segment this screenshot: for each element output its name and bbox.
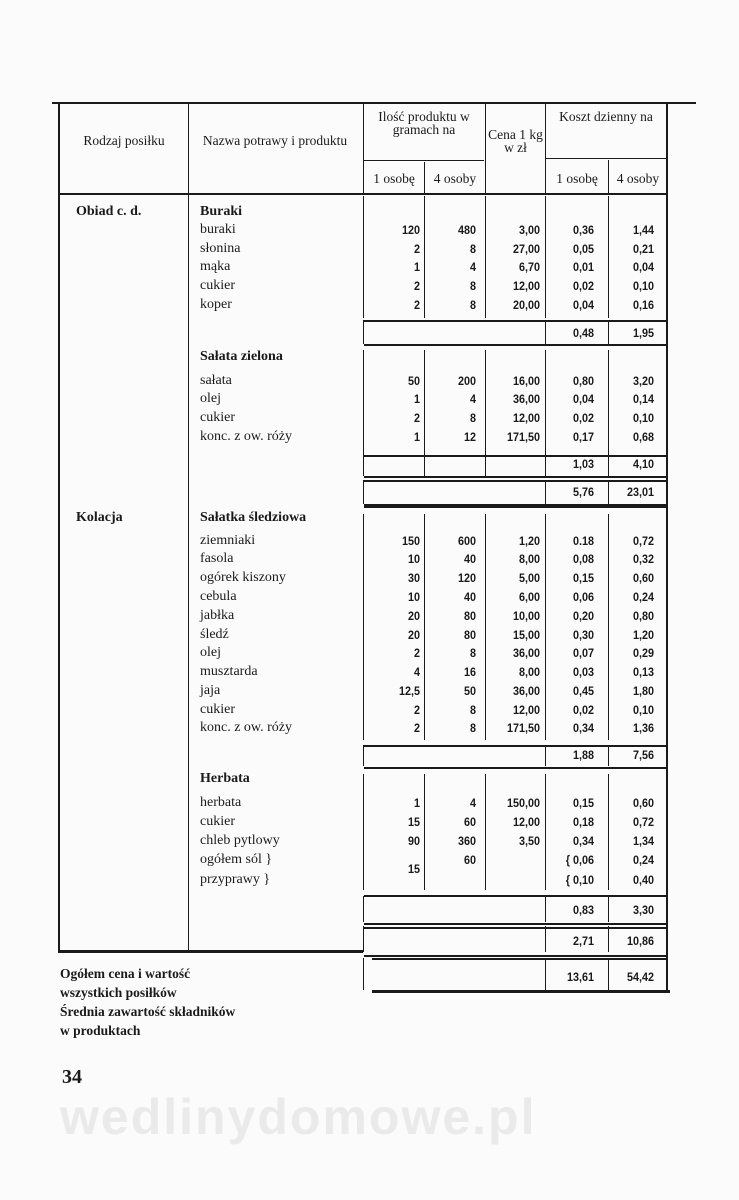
cell-k4: 7,56 xyxy=(632,748,654,762)
rule xyxy=(545,745,546,766)
cell-q4: 8 xyxy=(469,721,476,735)
cell-q1: 10 xyxy=(407,590,420,604)
cell-k4: 0,80 xyxy=(632,609,654,623)
cell-k1: 0,80 xyxy=(572,374,594,388)
cell-k4: 0,14 xyxy=(632,392,654,406)
cell-k1: 0,05 xyxy=(572,242,594,256)
cell-q1: 2 xyxy=(413,721,420,735)
product-name: cukier xyxy=(200,278,235,293)
cell-k1: 0,04 xyxy=(572,298,594,312)
cell-price: 10,00 xyxy=(512,609,540,623)
dish-name: Sałatka śledziowa xyxy=(200,510,307,525)
cell-q4: 80 xyxy=(463,628,476,642)
rule xyxy=(58,950,363,953)
rule xyxy=(364,927,666,929)
rule xyxy=(545,480,546,504)
product-name: konc. z ow. róży xyxy=(200,720,293,735)
cell-k1: 0,07 xyxy=(572,646,594,660)
cell-price: 150,00 xyxy=(506,796,540,810)
footer-line: Ogółem cena i wartość xyxy=(60,966,191,981)
cell-k4: 0,10 xyxy=(632,411,654,425)
cell-k4: 0,40 xyxy=(632,873,654,887)
cell-k1: 0,30 xyxy=(572,628,594,642)
dish-name: Buraki xyxy=(200,204,243,219)
watermark: wedlinydomowe.pl xyxy=(60,1089,537,1145)
rule xyxy=(545,958,546,990)
header-cost: Koszt dzienny na xyxy=(559,109,653,124)
cell-k1: 13,61 xyxy=(566,970,594,984)
rule xyxy=(363,514,364,740)
cell-q4: 360 xyxy=(457,834,476,848)
cell-q1: 10 xyxy=(407,552,420,566)
cell-q4: 8 xyxy=(469,242,476,256)
rule xyxy=(364,506,666,508)
cell-q4: 12 xyxy=(463,430,476,444)
rule xyxy=(363,196,364,318)
cell-k4: 54,42 xyxy=(626,970,654,984)
rule xyxy=(364,955,666,957)
cell-q1: 1 xyxy=(413,430,420,444)
cell-q1: 20 xyxy=(407,628,420,642)
cell-q1: 2 xyxy=(413,279,420,293)
header-cost-1: 1 osobę xyxy=(556,171,598,186)
rule xyxy=(363,774,364,890)
cell-k4: 1,80 xyxy=(632,684,654,698)
rule xyxy=(424,196,425,318)
cell-k4: 10,86 xyxy=(626,934,654,948)
cell-k1: 0,06 xyxy=(572,590,594,604)
product-name: cukier xyxy=(200,410,235,425)
cell-price: 6,70 xyxy=(518,260,540,274)
rule xyxy=(608,896,609,922)
cell-k1: 0,17 xyxy=(572,430,594,444)
cell-price: 1,20 xyxy=(518,534,540,548)
cell-q1: 30 xyxy=(407,571,420,585)
product-name: cebula xyxy=(200,589,237,604)
cell-k1: 1,88 xyxy=(572,748,594,762)
cell-k4: 0,68 xyxy=(632,430,654,444)
cell-q4: 40 xyxy=(463,590,476,604)
cell-k1: 0,18 xyxy=(572,815,594,829)
cell-k4: 1,34 xyxy=(632,834,654,848)
cell-q1: 1 xyxy=(413,392,420,406)
rule xyxy=(545,774,546,890)
cell-k1: 0,02 xyxy=(572,279,594,293)
rule xyxy=(608,958,609,990)
product-name: jaja xyxy=(200,683,221,698)
cell-q4: 600 xyxy=(457,534,476,548)
rule xyxy=(372,958,668,960)
cell-q4: 8 xyxy=(469,298,476,312)
product-name: słonina xyxy=(200,241,241,256)
cell-price: 8,00 xyxy=(518,552,540,566)
cell-q1: 2 xyxy=(413,411,420,425)
cell-k1: 0,36 xyxy=(572,223,594,237)
cell-k4: 0,32 xyxy=(632,552,654,566)
meal-type: Obiad c. d. xyxy=(76,204,142,219)
cell-q4: 8 xyxy=(469,703,476,717)
rule xyxy=(364,320,666,322)
cell-q4: 4 xyxy=(469,392,476,406)
cell-q4: 8 xyxy=(469,411,476,425)
rule xyxy=(485,350,486,476)
cell-k1: 0.18 xyxy=(572,534,594,548)
rule xyxy=(545,514,546,740)
cell-k1: 0,48 xyxy=(572,326,594,340)
cell-price: 36,00 xyxy=(512,646,540,660)
cell-k4: 0,60 xyxy=(632,796,654,810)
product-name: sałata xyxy=(200,373,232,388)
product-name: jabłka xyxy=(200,608,235,623)
rule xyxy=(364,455,666,457)
cell-k1: 5,76 xyxy=(572,485,594,499)
header-qty-4: 4 osoby xyxy=(433,171,477,186)
rule xyxy=(364,476,666,478)
cell-k1: 0,34 xyxy=(572,721,594,735)
cell-price: 27,00 xyxy=(512,242,540,256)
cell-k1: 0,02 xyxy=(572,411,594,425)
cell-q4: 50 xyxy=(463,684,476,698)
cell-k1: 0,45 xyxy=(572,684,594,698)
cell-price: 12,00 xyxy=(512,279,540,293)
rule xyxy=(363,958,364,990)
cell-price: 3,50 xyxy=(518,834,540,848)
rule xyxy=(608,774,609,890)
product-name: konc. z ow. róży xyxy=(200,429,293,444)
rule xyxy=(485,514,486,740)
cell-k4: 1,36 xyxy=(632,721,654,735)
meal-type: Kolacja xyxy=(76,510,123,525)
cell-k4: 0,29 xyxy=(632,646,654,660)
cell-k1: { 0,10 xyxy=(565,873,594,887)
cell-q4: 60 xyxy=(463,815,476,829)
header-cost-4: 4 osoby xyxy=(616,171,660,186)
rule xyxy=(545,320,546,344)
footer-notes xyxy=(60,964,235,1040)
cell-price: 12,00 xyxy=(512,703,540,717)
rule xyxy=(364,895,666,897)
cell-q4: 200 xyxy=(457,374,476,388)
cell-k4: 0,16 xyxy=(632,298,654,312)
cell-price: 16,00 xyxy=(512,374,540,388)
cell-k4: 0,72 xyxy=(632,815,654,829)
product-name: cukier xyxy=(200,702,235,717)
cell-k4: 3,30 xyxy=(632,903,654,917)
cell-k4: 1,95 xyxy=(632,326,654,340)
product-name: ziemniaki xyxy=(200,533,256,548)
header-quantity: Ilość produktu w gramach na xyxy=(378,109,470,137)
product-name: ogółem sól } xyxy=(200,852,273,867)
rule xyxy=(364,480,666,482)
cell-k4: 0,21 xyxy=(632,242,654,256)
product-name: śledź xyxy=(200,627,229,642)
footer-line: w produktach xyxy=(60,1023,141,1038)
rule xyxy=(363,926,364,952)
cell-k1: 0,01 xyxy=(572,260,594,274)
product-name: olej xyxy=(200,391,221,406)
rule xyxy=(608,480,609,504)
cell-q1: 15 xyxy=(407,815,420,829)
dish-name: Herbata xyxy=(200,771,250,786)
cell-price: 171,50 xyxy=(506,721,540,735)
rule xyxy=(363,480,364,504)
cell-price: 5,00 xyxy=(518,571,540,585)
rule xyxy=(424,514,425,740)
rule xyxy=(364,767,666,769)
rule xyxy=(545,926,546,952)
cell-q1: 1 xyxy=(413,796,420,810)
cell-k4: 0,10 xyxy=(632,279,654,293)
rule xyxy=(364,923,666,925)
product-name: mąka xyxy=(200,259,231,274)
cell-price: 12,00 xyxy=(512,411,540,425)
cell-price: 36,00 xyxy=(512,684,540,698)
cell-price: 6,00 xyxy=(518,590,540,604)
cell-k4: 0,13 xyxy=(632,665,654,679)
cell-q4: 16 xyxy=(463,665,476,679)
cell-k1: 0,83 xyxy=(572,903,594,917)
product-name: cukier xyxy=(200,814,235,829)
cell-q1: 20 xyxy=(407,609,420,623)
cell-q4: 480 xyxy=(457,223,476,237)
footer-line: wszystkich posiłków xyxy=(60,985,177,1000)
footer-line: Średnia zawartość składników xyxy=(60,1004,236,1019)
cell-q1: 2 xyxy=(413,242,420,256)
rule xyxy=(364,745,666,747)
rule xyxy=(363,745,364,766)
rule xyxy=(608,926,609,952)
header-price: Cena 1 kg w zł xyxy=(488,127,543,155)
dish-name: Sałata zielona xyxy=(200,349,283,364)
cell-q1: 4 xyxy=(413,665,420,679)
cell-k4: 3,20 xyxy=(632,374,654,388)
cell-q1: 120 xyxy=(401,223,420,237)
cell-k1: 0,08 xyxy=(572,552,594,566)
rule xyxy=(608,196,609,318)
cell-q4: 40 xyxy=(463,552,476,566)
cell-q1: 15 xyxy=(407,862,420,876)
cell-k1: { 0,06 xyxy=(565,853,594,867)
product-name: fasola xyxy=(200,551,234,566)
cell-k4: 0,10 xyxy=(632,703,654,717)
cell-price: 36,00 xyxy=(512,392,540,406)
product-name: chleb pytlowy xyxy=(200,833,280,848)
cell-k1: 1,03 xyxy=(572,457,594,471)
cell-price: 12,00 xyxy=(512,815,540,829)
rule xyxy=(364,344,666,346)
cell-q4: 120 xyxy=(457,571,476,585)
cell-k1: 0,20 xyxy=(572,609,594,623)
cell-k1: 0,03 xyxy=(572,665,594,679)
rule xyxy=(363,455,364,476)
cell-q1: 1 xyxy=(413,260,420,274)
cell-price: 20,00 xyxy=(512,298,540,312)
cell-q4: 80 xyxy=(463,609,476,623)
header-dish-name: Nazwa potrawy i produktu xyxy=(202,133,348,148)
rule xyxy=(372,990,670,993)
header-qty-1: 1 osobę xyxy=(373,171,415,186)
cell-k1: 0,02 xyxy=(572,703,594,717)
cell-k4: 4,10 xyxy=(632,457,654,471)
product-name: buraki xyxy=(200,222,236,237)
rule xyxy=(363,896,364,922)
page-number: 34 xyxy=(62,1066,82,1088)
cell-q4: 4 xyxy=(469,260,476,274)
cell-k4: 0,04 xyxy=(632,260,654,274)
rule xyxy=(608,514,609,740)
cell-q4: 8 xyxy=(469,646,476,660)
header-meal-type: Rodzaj posiłku xyxy=(83,133,165,148)
cell-k4: 0,24 xyxy=(632,590,654,604)
cell-k4: 0,60 xyxy=(632,571,654,585)
rule xyxy=(363,320,364,344)
cell-k1: 0,15 xyxy=(572,571,594,585)
cell-q1: 2 xyxy=(413,646,420,660)
cell-q1: 2 xyxy=(413,703,420,717)
product-name: olej xyxy=(200,645,221,660)
rule xyxy=(424,350,425,476)
rule xyxy=(545,896,546,922)
cell-q4: 4 xyxy=(469,796,476,810)
cell-k4: 23,01 xyxy=(626,485,654,499)
rule xyxy=(608,455,609,476)
cell-q4: 60 xyxy=(463,853,476,867)
product-name: musztarda xyxy=(200,664,258,679)
cell-k1: 0,04 xyxy=(572,392,594,406)
product-name: herbata xyxy=(200,795,242,810)
cell-price: 15,00 xyxy=(512,628,540,642)
cell-k4: 0,72 xyxy=(632,534,654,548)
product-name: koper xyxy=(200,297,232,312)
cell-price: 8,00 xyxy=(518,665,540,679)
cell-k4: 1,44 xyxy=(632,223,654,237)
product-name: ogórek kiszony xyxy=(200,570,286,585)
rule xyxy=(545,196,546,318)
cell-price: 171,50 xyxy=(506,430,540,444)
cell-q1: 50 xyxy=(407,374,420,388)
rule xyxy=(545,455,546,476)
cell-q1: 150 xyxy=(401,534,420,548)
rule xyxy=(485,774,486,890)
cell-price: 3,00 xyxy=(518,223,540,237)
product-name: przyprawy } xyxy=(200,872,271,887)
cell-k1: 2,71 xyxy=(572,934,594,948)
rule xyxy=(608,320,609,344)
rule xyxy=(608,745,609,766)
cell-q4: 8 xyxy=(469,279,476,293)
cell-k1: 0,34 xyxy=(572,834,594,848)
cell-k4: 0,24 xyxy=(632,853,654,867)
cell-k4: 1,20 xyxy=(632,628,654,642)
cell-q1: 2 xyxy=(413,298,420,312)
cell-q1: 90 xyxy=(407,834,420,848)
cell-q1: 12,5 xyxy=(398,684,420,698)
rule xyxy=(424,774,425,890)
rule xyxy=(485,196,486,318)
cell-k1: 0,15 xyxy=(572,796,594,810)
